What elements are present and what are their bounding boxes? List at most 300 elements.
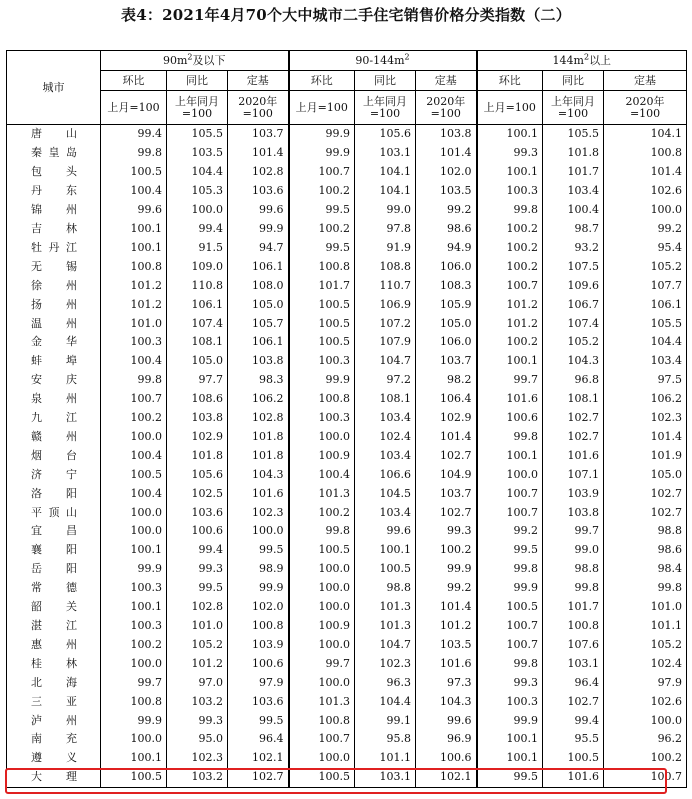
table-title: 表4：2021年4月70个大中城市二手住宅销售价格分类指数（二） [121,6,571,24]
city-name-text: 温州 [31,316,77,330]
city-name-text: 包头 [31,165,77,179]
base-header-2-0: 上月=100 [477,91,543,125]
index-value: 101.2 [477,295,543,314]
index-value: 102.1 [228,749,289,768]
index-value: 103.4 [355,409,416,428]
index-value: 99.8 [477,560,543,579]
index-value: 106.7 [543,295,604,314]
city-name-text: 九江 [31,411,77,425]
index-value: 100.1 [477,749,543,768]
city-name [7,730,101,749]
index-value: 91.5 [167,238,228,257]
table-row [7,409,687,428]
index-value: 107.9 [355,333,416,352]
index-value: 97.3 [416,673,477,692]
index-value: 99.8 [477,201,543,220]
index-value: 103.4 [355,446,416,465]
index-value: 100.3 [477,692,543,711]
index-value: 100.0 [477,465,543,484]
sub-header-2-1: 同比 [543,71,604,91]
index-value: 99.7 [543,522,604,541]
index-value: 104.1 [355,182,416,201]
table-row [7,144,687,163]
table-row [7,352,687,371]
index-value: 104.4 [167,163,228,182]
city-name [7,465,101,484]
index-value: 100.1 [477,446,543,465]
index-value: 96.2 [604,730,687,749]
index-value: 104.3 [543,352,604,371]
index-value: 101.6 [543,768,604,787]
city-name-text: 岳阳 [31,562,77,576]
index-value: 98.6 [604,541,687,560]
index-value: 100.0 [228,522,289,541]
index-value: 100.5 [101,768,167,787]
index-value: 100.9 [289,617,355,636]
index-value: 99.9 [101,560,167,579]
index-value: 99.8 [477,428,543,447]
index-value: 109.0 [167,257,228,276]
city-name [7,446,101,465]
index-value: 102.5 [167,484,228,503]
index-value: 99.5 [228,541,289,560]
index-value: 99.5 [477,541,543,560]
table-row [7,598,687,617]
index-value: 100.5 [543,749,604,768]
index-value: 99.0 [355,201,416,220]
index-value: 103.4 [543,182,604,201]
index-value: 101.2 [101,276,167,295]
index-value: 100.3 [101,617,167,636]
index-value: 97.8 [355,220,416,239]
price-index-table [6,50,687,788]
index-value: 100.2 [289,220,355,239]
index-value: 100.3 [101,333,167,352]
city-name [7,635,101,654]
index-value: 98.7 [543,220,604,239]
index-value: 105.9 [416,295,477,314]
city-name [7,749,101,768]
city-name [7,617,101,636]
index-value: 100.6 [416,749,477,768]
index-value: 98.8 [355,579,416,598]
city-name-text: 无锡 [31,259,77,273]
index-value: 100.1 [477,125,543,144]
table-row [7,522,687,541]
index-value: 101.0 [604,598,687,617]
index-value: 102.7 [416,446,477,465]
base-header-0-2: 2020年 =100 [228,91,289,125]
index-value: 95.8 [355,730,416,749]
city-name [7,201,101,220]
city-name [7,768,101,787]
index-value: 99.6 [355,522,416,541]
index-value: 99.7 [477,371,543,390]
city-name [7,371,101,390]
index-value: 103.9 [543,484,604,503]
index-value: 101.2 [167,654,228,673]
index-value: 110.8 [167,276,228,295]
city-name-text: 宜昌 [31,524,77,538]
index-value: 102.8 [228,409,289,428]
index-value: 100.7 [477,503,543,522]
index-value: 108.8 [355,257,416,276]
index-value: 105.3 [167,182,228,201]
index-value: 100.2 [604,749,687,768]
index-value: 104.7 [355,635,416,654]
index-value: 100.2 [289,182,355,201]
index-value: 101.8 [167,446,228,465]
index-value: 100.3 [289,352,355,371]
index-value: 98.2 [416,371,477,390]
index-value: 99.3 [167,711,228,730]
index-value: 99.4 [167,220,228,239]
city-name-text: 济宁 [31,467,77,481]
index-value: 107.6 [543,635,604,654]
index-value: 109.6 [543,276,604,295]
index-value: 106.1 [604,295,687,314]
table-row [7,238,687,257]
index-value: 100.7 [289,163,355,182]
index-value: 99.8 [101,371,167,390]
index-value: 100.1 [101,238,167,257]
index-value: 100.4 [101,182,167,201]
table-row [7,673,687,692]
index-value: 105.7 [228,314,289,333]
index-value: 100.3 [477,182,543,201]
sub-header-0-1: 同比 [167,71,228,91]
index-value: 98.4 [604,560,687,579]
index-value: 105.2 [604,635,687,654]
index-value: 95.0 [167,730,228,749]
index-value: 99.9 [289,144,355,163]
index-value: 103.7 [416,484,477,503]
index-value: 96.4 [543,673,604,692]
city-name [7,598,101,617]
index-value: 97.5 [604,371,687,390]
index-value: 100.0 [289,749,355,768]
index-value: 102.9 [416,409,477,428]
sub-header-1-2: 定基 [416,71,477,91]
city-name-text: 锦州 [31,203,77,217]
city-name-text: 惠州 [31,637,77,651]
index-value: 107.2 [355,314,416,333]
index-value: 100.8 [543,617,604,636]
city-name-text: 湛江 [31,619,77,633]
index-value: 97.9 [604,673,687,692]
index-value: 100.0 [101,730,167,749]
index-value: 100.5 [289,541,355,560]
table-row [7,390,687,409]
index-value: 100.4 [289,465,355,484]
city-name-text: 蚌埠 [31,354,77,368]
index-value: 101.8 [228,446,289,465]
index-value: 100.4 [543,201,604,220]
index-value: 101.4 [416,598,477,617]
city-name-text: 丹东 [31,184,77,198]
table-row [7,617,687,636]
index-value: 106.0 [416,257,477,276]
index-value: 105.5 [167,125,228,144]
index-value: 102.7 [604,484,687,503]
index-value: 99.0 [543,541,604,560]
index-value: 102.7 [543,409,604,428]
group-header-medium: $90-144m^2$ [289,51,477,71]
index-value: 100.7 [477,617,543,636]
index-value: 99.1 [355,711,416,730]
index-value: 101.1 [604,617,687,636]
base-header-2-2: 2020年 =100 [604,91,687,125]
index-value: 101.4 [604,163,687,182]
city-name [7,484,101,503]
city-name [7,182,101,201]
index-value: 99.3 [416,522,477,541]
table-row [7,579,687,598]
index-value: 100.0 [289,598,355,617]
index-value: 106.2 [228,390,289,409]
city-name [7,579,101,598]
index-value: 100.7 [101,390,167,409]
table-row [7,635,687,654]
index-value: 100.5 [101,163,167,182]
index-value: 102.6 [604,692,687,711]
city-name-text: 襄阳 [31,543,77,557]
index-value: 100.4 [101,446,167,465]
index-value: 97.0 [167,673,228,692]
index-value: 99.6 [416,711,477,730]
index-value: 101.7 [543,598,604,617]
city-name-text: 烟台 [31,448,77,462]
table-row [7,295,687,314]
index-value: 100.2 [289,503,355,522]
index-value: 99.9 [289,125,355,144]
base-header-0-1: 上年同月 =100 [167,91,228,125]
index-value: 99.2 [416,201,477,220]
city-name [7,692,101,711]
table-row [7,201,687,220]
city-name [7,163,101,182]
index-value: 99.9 [101,711,167,730]
index-value: 100.0 [289,428,355,447]
index-value: 103.1 [543,654,604,673]
index-value: 100.1 [101,541,167,560]
index-value: 105.0 [228,295,289,314]
index-value: 100.6 [477,409,543,428]
index-value: 108.6 [167,390,228,409]
table-row [7,768,687,787]
index-value: 102.3 [228,503,289,522]
city-name [7,503,101,522]
index-value: 100.0 [604,201,687,220]
table-row [7,428,687,447]
index-value: 100.8 [228,617,289,636]
sub-header-0-0: 环比 [101,71,167,91]
index-value: 99.7 [101,673,167,692]
table-row [7,182,687,201]
index-value: 91.9 [355,238,416,257]
index-value: 99.4 [543,711,604,730]
city-name-text: 金华 [31,335,77,349]
table-row [7,654,687,673]
sub-header-2-2: 定基 [604,71,687,91]
index-value: 105.6 [167,465,228,484]
index-value: 99.3 [477,144,543,163]
index-value: 102.7 [543,428,604,447]
city-name-text: 北海 [31,675,77,689]
index-value: 100.7 [289,730,355,749]
index-value: 99.9 [289,371,355,390]
index-value: 97.2 [355,371,416,390]
index-value: 100.2 [101,409,167,428]
index-value: 102.4 [355,428,416,447]
index-value: 99.8 [477,654,543,673]
index-value: 100.3 [289,409,355,428]
index-value: 101.3 [289,692,355,711]
index-value: 103.5 [167,144,228,163]
index-value: 97.7 [167,371,228,390]
city-name-text: 常德 [31,581,77,595]
table-row [7,371,687,390]
index-value: 102.8 [167,598,228,617]
index-value: 102.1 [416,768,477,787]
index-value: 105.6 [355,125,416,144]
index-value: 107.5 [543,257,604,276]
index-value: 102.0 [228,598,289,617]
index-value: 99.3 [477,673,543,692]
index-value: 100.6 [228,654,289,673]
index-value: 110.7 [355,276,416,295]
index-value: 106.1 [228,333,289,352]
index-value: 107.4 [543,314,604,333]
index-value: 102.7 [604,503,687,522]
index-value: 105.0 [416,314,477,333]
index-value: 100.0 [289,560,355,579]
index-value: 104.1 [604,125,687,144]
index-value: 101.2 [477,314,543,333]
base-header-0-0: 上月=100 [101,91,167,125]
index-value: 100.0 [101,428,167,447]
table-row [7,465,687,484]
index-value: 101.4 [416,428,477,447]
index-value: 101.3 [289,484,355,503]
index-value: 100.3 [101,579,167,598]
index-value: 108.3 [416,276,477,295]
index-value: 103.2 [167,768,228,787]
city-name-text: 秦皇岛 [31,146,77,160]
city-name-text: 泸州 [31,713,77,727]
city-name [7,409,101,428]
index-value: 101.4 [416,144,477,163]
index-value: 100.2 [477,257,543,276]
table-row [7,749,687,768]
index-value: 99.2 [416,579,477,598]
index-value: 98.8 [604,522,687,541]
index-value: 108.0 [228,276,289,295]
index-value: 105.2 [167,635,228,654]
index-value: 105.5 [543,125,604,144]
index-value: 101.3 [355,598,416,617]
index-value: 100.5 [355,560,416,579]
city-name [7,295,101,314]
city-name [7,560,101,579]
index-value: 99.4 [167,541,228,560]
index-value: 99.8 [101,144,167,163]
sub-header-1-0: 环比 [289,71,355,91]
index-value: 101.2 [101,295,167,314]
table-row [7,276,687,295]
city-name-text: 韶关 [31,600,77,614]
city-name-text: 平顶山 [31,505,77,519]
index-value: 105.0 [604,465,687,484]
table-row [7,541,687,560]
index-value: 99.5 [167,579,228,598]
index-value: 100.0 [289,579,355,598]
index-value: 103.6 [228,692,289,711]
index-value: 96.3 [355,673,416,692]
index-value: 99.6 [101,201,167,220]
base-header-1-2: 2020年 =100 [416,91,477,125]
index-value: 98.8 [543,560,604,579]
index-value: 99.9 [228,579,289,598]
table-row [7,692,687,711]
index-value: 96.9 [416,730,477,749]
index-value: 100.1 [477,163,543,182]
index-value: 101.6 [477,390,543,409]
city-name [7,352,101,371]
city-name [7,220,101,239]
index-value: 103.2 [167,692,228,711]
index-value: 103.9 [228,635,289,654]
index-value: 104.5 [355,484,416,503]
index-value: 100.7 [477,484,543,503]
city-name [7,125,101,144]
index-value: 102.3 [604,409,687,428]
index-value: 107.7 [604,276,687,295]
table-row [7,711,687,730]
index-value: 100.8 [289,390,355,409]
index-value: 105.2 [604,257,687,276]
index-value: 100.1 [477,352,543,371]
index-value: 104.7 [355,352,416,371]
index-value: 100.7 [604,768,687,787]
index-value: 98.6 [416,220,477,239]
index-value: 96.8 [543,371,604,390]
index-value: 103.1 [355,144,416,163]
index-value: 100.1 [101,749,167,768]
index-value: 102.7 [228,768,289,787]
index-value: 106.2 [604,390,687,409]
city-name [7,144,101,163]
index-value: 101.4 [228,144,289,163]
index-value: 106.1 [228,257,289,276]
index-value: 101.6 [543,446,604,465]
city-name-text: 桂林 [31,656,77,670]
index-value: 93.2 [543,238,604,257]
index-value: 100.7 [477,635,543,654]
index-value: 101.3 [355,617,416,636]
index-value: 104.3 [228,465,289,484]
index-value: 99.2 [604,220,687,239]
index-value: 103.4 [355,503,416,522]
index-value: 101.9 [604,446,687,465]
index-value: 100.5 [289,314,355,333]
index-value: 100.8 [101,692,167,711]
index-value: 99.6 [228,201,289,220]
index-value: 99.9 [416,560,477,579]
sub-header-2-0: 环比 [477,71,543,91]
index-value: 100.8 [289,257,355,276]
group-header-large: $144m^2$以上 [477,51,687,71]
